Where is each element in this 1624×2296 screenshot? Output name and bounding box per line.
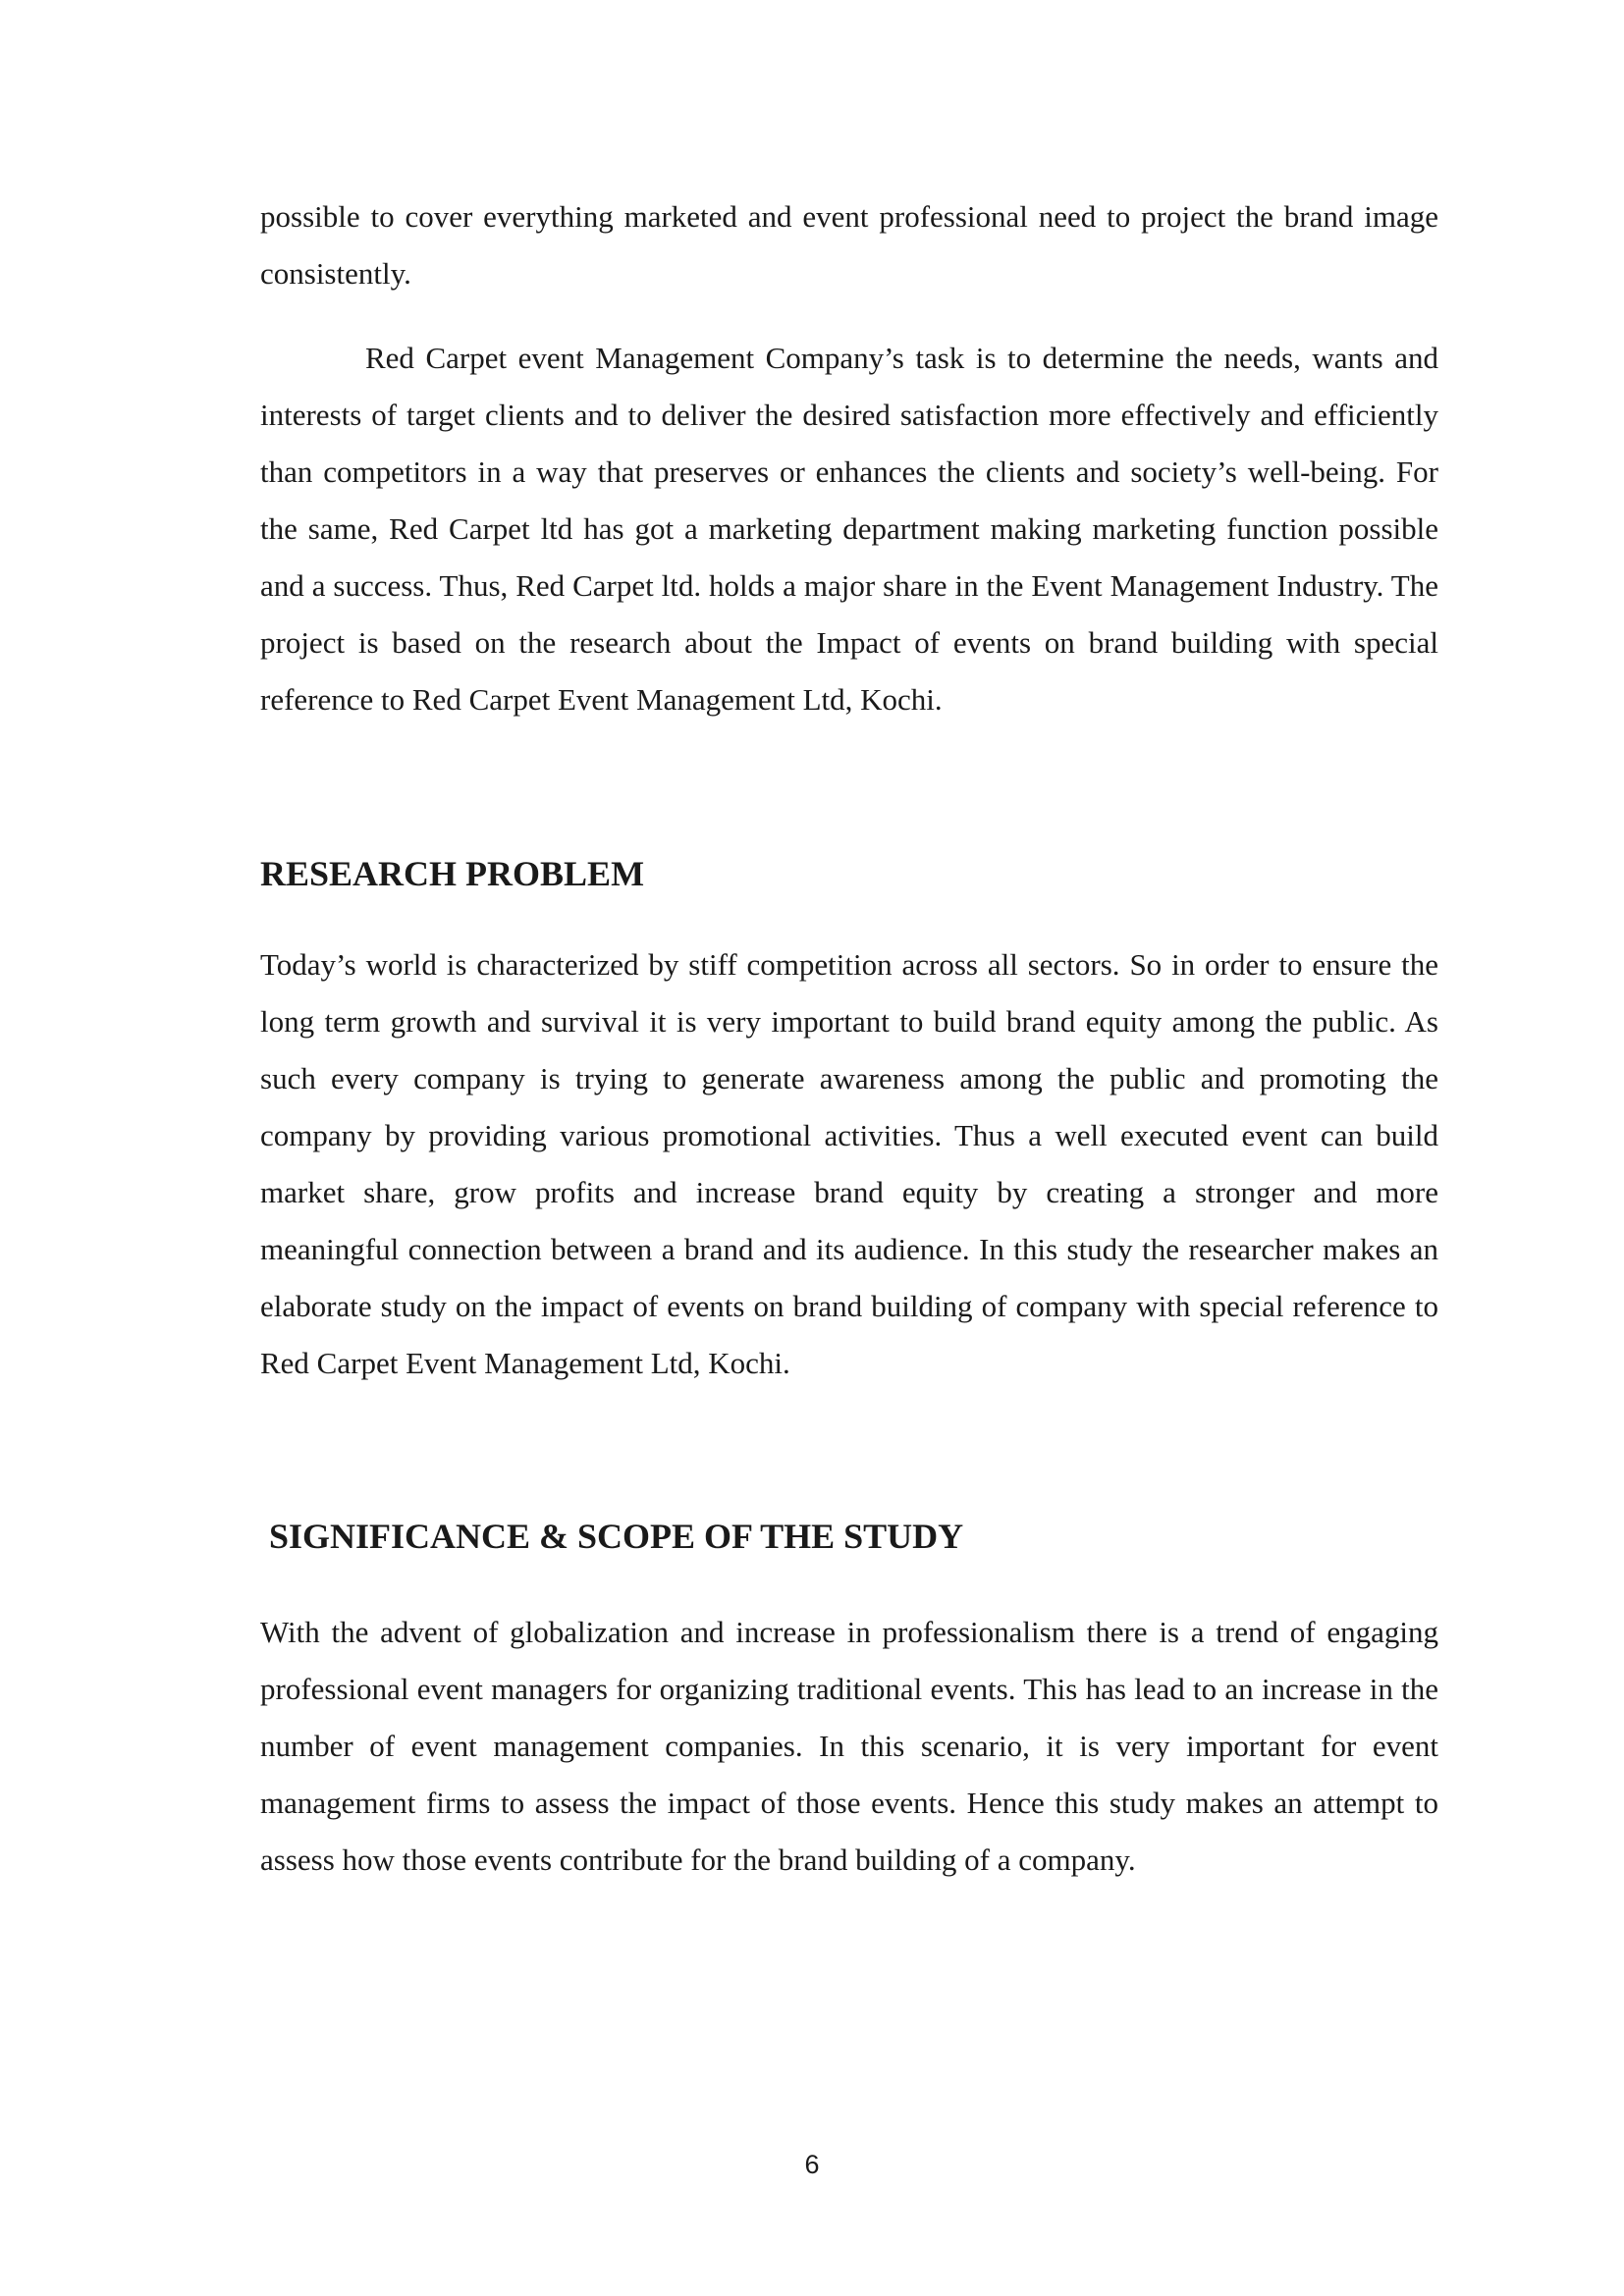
significance-heading: SIGNIFICANCE & SCOPE OF THE STUDY [269,1517,964,1556]
significance-paragraph: With the advent of globalization and increase in professionalism there is a trend of engaging professional event managers for organizing traditional events. This has lead to an increase in the number of event management companies. In this scenario, it is very important for event management firms to assess the impact of those events. Hence this study makes an attempt to assess how those events contribute for the brand building of a company. [260,1615,1438,1877]
continuation-paragraph: possible to cover everything marketed and event professional need to project the brand image consistently. [260,199,1438,291]
page-number: 6 [804,2150,820,2179]
research-problem-heading: RESEARCH PROBLEM [260,854,645,893]
research-problem-paragraph: Today’s world is characterized by stiff competition across all sectors. So in order to ensure the long term growth and survival it is very important to build brand equity among the public. As such every company is trying to generate awareness among the public and promoting the company by providing various promotional activities. Thus a well executed event can build market share, grow profits and increase brand equity by creating a stronger and more meaningful connection between a brand and its audience. In this study the researcher makes an elaborate study on the impact of events on brand building of company with special reference to Red Carpet Event Management Ltd, Kochi. [260,947,1438,1380]
company-task-paragraph: Red Carpet event Management Company’s task is to determine the needs, wants and interests of target clients and to deliver the desired satisfaction more effectively and efficiently than competitors in a way that preserves or enhances the clients and society’s well-being. For the same, Red Carpet ltd has got a marketing department making marketing function possible and a success. Thus, Red Carpet ltd. holds a major share in the Event Management Industry. The project is based on the research about the Impact of events on brand building with special reference to Red Carpet Event Management Ltd, Kochi. [260,341,1438,717]
